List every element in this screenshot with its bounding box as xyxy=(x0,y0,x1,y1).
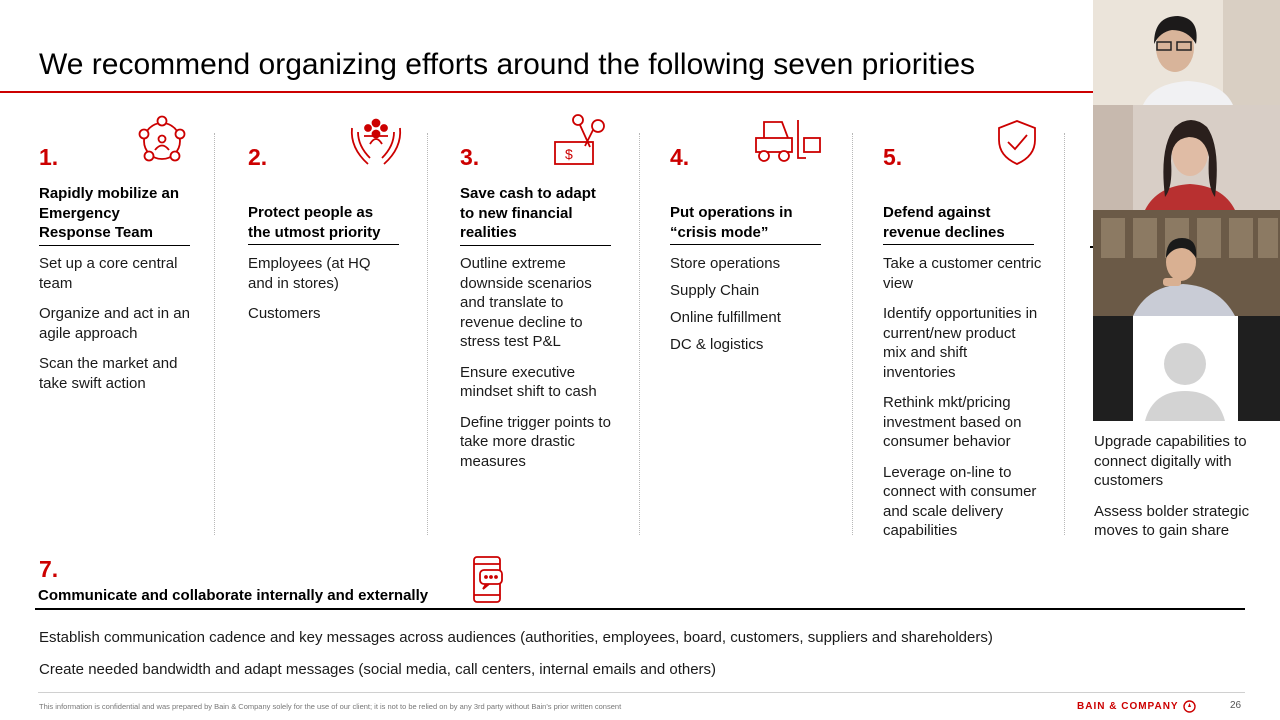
avatar-placeholder-icon xyxy=(1093,316,1280,421)
participant-video xyxy=(1093,105,1280,210)
priority-items xyxy=(883,254,1043,552)
priority-heading: Defend against revenue declines xyxy=(883,203,1034,245)
priority-number: 3. xyxy=(460,144,480,170)
list-item: Outline extreme downside scenarios and translate to revenue decline to stress test P&L xyxy=(460,255,592,350)
video-tile-participant-4[interactable] xyxy=(1093,316,1280,421)
priority-number: 1. xyxy=(39,144,59,170)
participant-video xyxy=(1093,210,1280,316)
column-divider xyxy=(214,133,215,535)
priority-heading: Protect people as the utmost priority xyxy=(248,203,399,245)
list-item: Create needed bandwidth and adapt messages (social media, call centers, internal emails and others) xyxy=(39,661,717,678)
list-item: Store operations xyxy=(670,255,781,272)
slide-title: We recommend organizing efforts around the following seven priorities xyxy=(39,48,976,81)
priority-heading: Rapidly mobilize an Emergency Response Team xyxy=(39,184,190,246)
forklift-icon xyxy=(754,116,824,164)
priority-items xyxy=(460,254,615,482)
brand-name: BAIN & COMPANY xyxy=(1077,701,1179,712)
page-number: 26 xyxy=(1230,700,1242,711)
priority-heading: Save cash to adapt to new financial realities xyxy=(460,184,611,246)
list-item: Employees (at HQ and in stores) xyxy=(248,255,371,292)
list-item: Take a customer centric view xyxy=(883,255,1042,292)
column-divider xyxy=(639,133,640,535)
list-item: Supply Chain xyxy=(670,282,760,299)
column-divider xyxy=(852,133,853,535)
priority-items xyxy=(248,254,398,335)
list-item: Identify opportunities in current/new product mix and shift inventories xyxy=(883,305,1038,381)
brand-logo xyxy=(1077,700,1196,713)
compass-icon xyxy=(1183,700,1196,713)
scissors-cash-icon xyxy=(552,112,612,168)
column-divider xyxy=(1064,133,1065,535)
priority-7-rule xyxy=(35,608,1245,610)
list-item: Upgrade capabilities to connect digitally with customers xyxy=(1094,433,1247,489)
phone-chat-icon xyxy=(472,555,504,605)
priority-7-number: 7. xyxy=(39,556,59,582)
video-panel xyxy=(1093,0,1280,421)
title-rule xyxy=(0,91,1094,93)
priority-7-heading: Communicate and collaborate internally and externally xyxy=(38,587,429,604)
participant-video xyxy=(1093,0,1280,105)
list-item: Assess bolder strategic moves to gain share xyxy=(1094,502,1250,539)
priority-items xyxy=(670,254,830,362)
list-item: DC & logistics xyxy=(670,336,764,353)
priority-items xyxy=(39,254,204,404)
list-item: Organize and act in an agile approach xyxy=(39,305,190,342)
footer-rule xyxy=(38,692,1245,693)
svg-text:$: $ xyxy=(565,146,573,162)
priority-heading: Put operations in “crisis mode” xyxy=(670,203,821,245)
column-divider xyxy=(427,133,428,535)
list-item: Scan the market and take swift action xyxy=(39,355,178,392)
list-item: Establish communication cadence and key messages across audiences (authorities, employees, board, customers, suppliers and shareholders) xyxy=(39,629,993,646)
priority-number: 4. xyxy=(670,144,690,170)
footer-disclaimer: This information is confidential and was prepared by Bain & Company solely for the use of our client; it is not to be relied on by any 3rd party without Bain's prior written consent xyxy=(39,702,622,711)
list-item: Online fulfillment xyxy=(670,309,781,326)
priority-number: 5. xyxy=(883,144,903,170)
list-item: Set up a core central team xyxy=(39,255,178,292)
priority-6-items xyxy=(1094,432,1254,552)
hands-people-icon xyxy=(348,114,404,168)
list-item: Customers xyxy=(248,305,321,322)
list-item: Define trigger points to take more drastic measures xyxy=(460,413,611,470)
video-tile-participant-2[interactable] xyxy=(1093,105,1280,210)
video-tile-participant-1[interactable] xyxy=(1093,0,1280,105)
video-tile-participant-3[interactable] xyxy=(1093,210,1280,316)
team-network-icon xyxy=(135,114,189,168)
list-item: Rethink mkt/pricing investment based on consumer behavior xyxy=(883,394,1022,450)
list-item: Leverage on-line to connect with consumer and scale delivery capabilities xyxy=(883,463,1037,539)
priority-number: 2. xyxy=(248,144,268,170)
shield-check-icon xyxy=(995,118,1039,166)
list-item: Ensure executive mindset shift to cash xyxy=(460,363,597,400)
